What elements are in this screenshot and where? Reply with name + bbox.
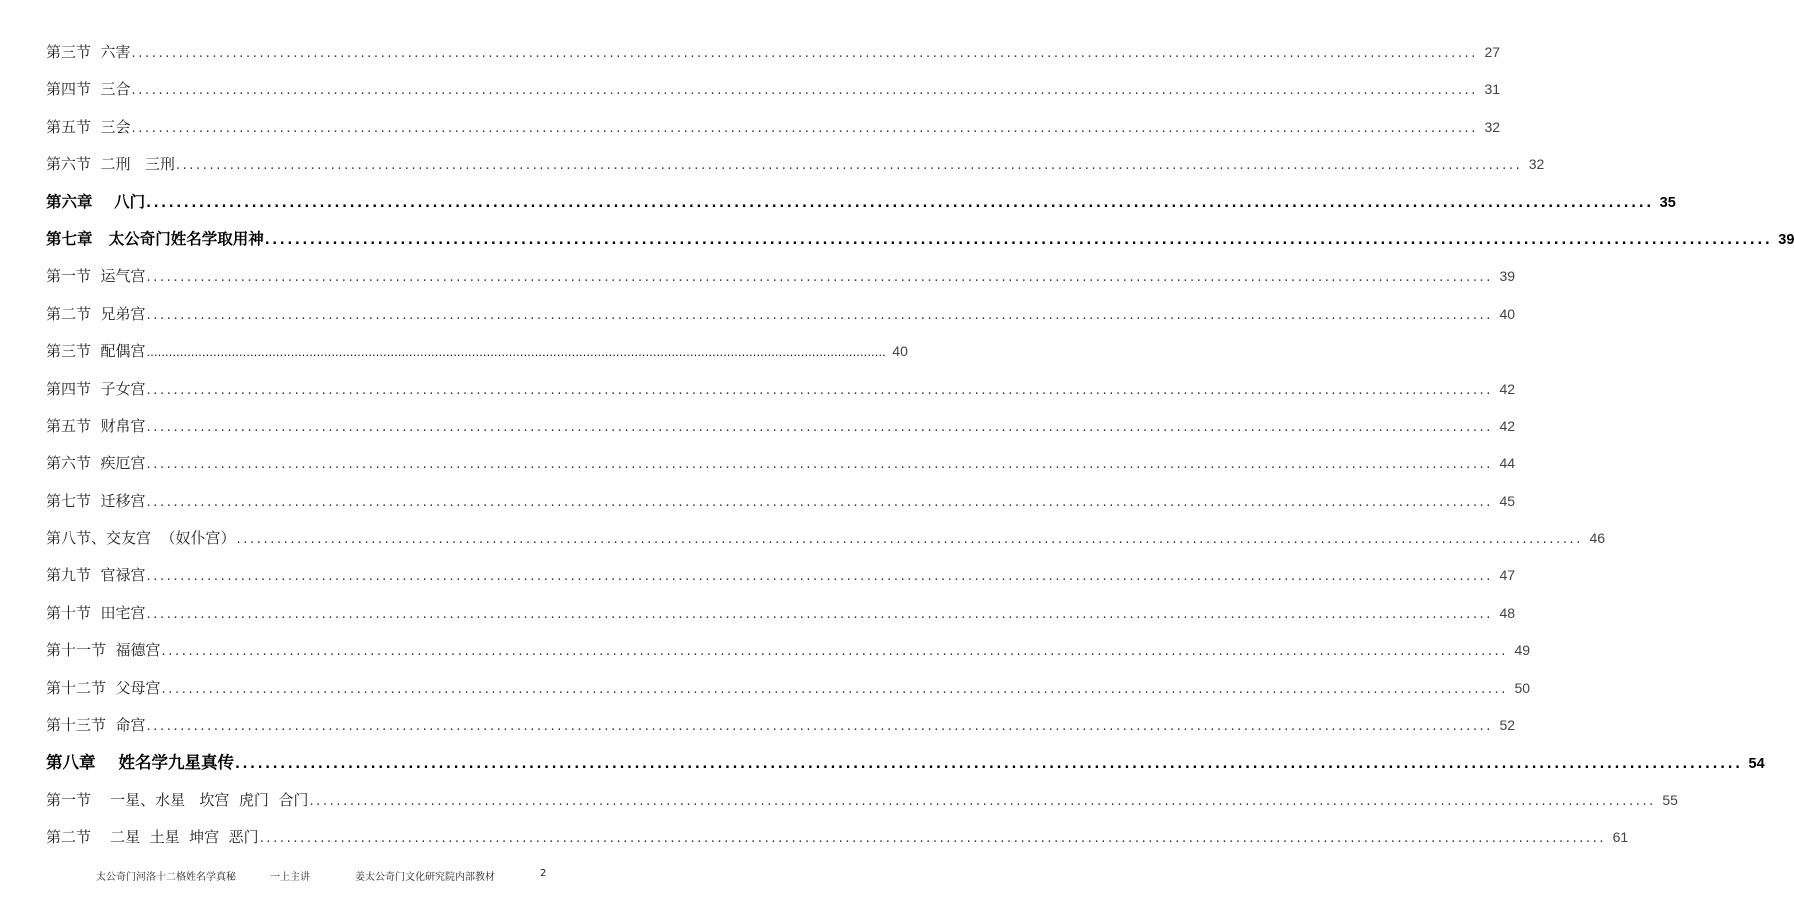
toc-entry-page: 31: [1484, 81, 1501, 98]
toc-entry-page: 54: [1748, 756, 1765, 773]
dot-leader: ........................................................................................................................................................................................................: [146, 346, 886, 360]
footer-lecturer: 一上主讲: [270, 872, 310, 883]
toc-section-entry: [46, 595, 1516, 632]
toc-entry-title: 第三节 六害: [46, 43, 131, 61]
dot-leader: ........................................................................................................................................................................................................: [175, 158, 1523, 174]
toc-entry-title: 第八章 姓名学九星真传: [46, 753, 234, 773]
toc-section-entry: [46, 520, 1606, 557]
dot-leader: ........................................................................................................................................................................................................: [146, 606, 1494, 622]
toc-section-entry: [46, 670, 1531, 707]
toc-entry-page: 32: [1528, 156, 1545, 173]
toc-section-entry: [46, 333, 908, 370]
toc-section-entry: [46, 632, 1531, 669]
toc-chapter-entry: [46, 221, 1794, 258]
toc-entry-page: 48: [1499, 604, 1516, 621]
dot-leader: ........................................................................................................................................................................................................: [161, 644, 1509, 660]
toc-entry-title: 第三节 配偶宫: [46, 342, 146, 361]
toc-chapter-entry: [46, 184, 1676, 221]
dot-leader: ........................................................................................................................................................................................................: [161, 681, 1509, 697]
toc-entry-page: 44: [1499, 455, 1516, 472]
toc-section-entry: [46, 782, 1678, 819]
toc-entry-page: 55: [1662, 791, 1678, 808]
toc-entry-page: 40: [1499, 305, 1516, 322]
toc-entry-title: 第二节 兄弟宫: [46, 304, 146, 323]
dot-leader: ........................................................................................................................................................................................................: [146, 719, 1494, 735]
toc-chapter-entry: [46, 744, 1765, 781]
toc-entry-title: 第六章 八门: [46, 192, 146, 211]
toc-entry-page: 40: [892, 343, 908, 360]
toc-entry-title: 第一节 运气宫: [46, 267, 146, 286]
toc-entry-title: 第十三节 命宫: [46, 716, 146, 735]
toc-entry-page: 42: [1499, 380, 1516, 397]
toc-entry-page: 39: [1499, 268, 1516, 285]
toc-entry-page: 39: [1778, 231, 1794, 248]
toc-section-entry: [46, 71, 1501, 108]
dot-leader: ........................................................................................................................................................................................................: [234, 757, 1743, 773]
dot-leader: ........................................................................................................................................................................................................: [146, 195, 1654, 211]
toc-entry-title: 第九节 官禄宫: [46, 566, 146, 585]
toc-section-entry: [46, 408, 1516, 445]
toc-section-entry: [46, 146, 1545, 183]
dot-leader: ........................................................................................................................................................................................................: [146, 307, 1494, 323]
page-footer: [0, 868, 596, 888]
dot-leader: ........................................................................................................................................................................................................: [146, 419, 1494, 435]
toc-entry-title: 第一节 一星、水星 坎宫 虎门 合门: [46, 790, 309, 809]
toc-entry-title: 第四节 子女宫: [46, 379, 146, 398]
footer-book-title: 太公奇门河洛十二格姓名学真秘: [96, 872, 236, 883]
toc-entry-title: 第六节 二刑 三刑: [46, 155, 175, 174]
toc-entry-title: 第六节 疾厄宫: [46, 454, 146, 473]
toc-section-entry: [46, 296, 1516, 333]
toc-entry-page: 47: [1499, 567, 1516, 584]
toc-section-entry: [46, 483, 1516, 520]
toc-entry-title: 第十一节 福德宫: [46, 641, 161, 660]
toc-entry-page: 32: [1484, 118, 1501, 135]
toc-entry-page: 27: [1484, 44, 1501, 60]
toc-section-entry: [46, 445, 1516, 482]
dot-leader: ........................................................................................................................................................................................................: [264, 232, 1773, 248]
toc-section-entry: [46, 371, 1516, 408]
toc-entry-title: 第五节 财帛官: [46, 416, 146, 435]
toc-entry-page: 42: [1499, 417, 1516, 434]
toc-entry-title: 第七章 太公奇门姓名学取用神: [46, 229, 264, 248]
dot-leader: ........................................................................................................................................................................................................: [131, 46, 1479, 61]
dot-leader: ........................................................................................................................................................................................................: [131, 120, 1479, 136]
toc-entry-title: 第二节 二星 土星 坤宫 恶门: [46, 828, 259, 847]
dot-leader: ........................................................................................................................................................................................................: [146, 270, 1494, 286]
dot-leader: ........................................................................................................................................................................................................: [146, 457, 1494, 473]
toc-entry-page: 35: [1659, 194, 1676, 211]
toc-entry-page: 49: [1514, 642, 1531, 659]
toc-section-entry: [46, 109, 1501, 146]
toc-section-entry: [46, 819, 1629, 856]
table-of-contents: [46, 34, 1794, 857]
dot-leader: ........................................................................................................................................................................................................: [131, 83, 1479, 99]
toc-entry-page: 45: [1499, 492, 1516, 509]
dot-leader: ........................................................................................................................................................................................................: [146, 569, 1494, 585]
toc-entry-title: 第七节 迁移宫: [46, 491, 146, 510]
dot-leader: ........................................................................................................................................................................................................: [146, 382, 1494, 398]
toc-entry-title: 第五节 三会: [46, 117, 131, 136]
footer-page-number: 2: [540, 868, 547, 879]
dot-leader: ........................................................................................................................................................................................................: [309, 793, 1656, 809]
footer-publisher: 姜太公奇门文化研究院内部教材: [355, 872, 495, 883]
toc-entry-title: 第十二节 父母宫: [46, 678, 161, 697]
dot-leader: ........................................................................................................................................................................................................: [236, 532, 1584, 548]
toc-entry-page: 52: [1499, 717, 1516, 734]
toc-entry-title: 第四节 三合: [46, 80, 131, 99]
toc-entry-page: 46: [1589, 530, 1606, 547]
toc-entry-page: 61: [1612, 829, 1629, 846]
toc-entry-page: 50: [1514, 679, 1531, 696]
toc-entry-title: 第八节、交友宫 （奴仆宫）: [46, 529, 236, 548]
toc-section-entry: [46, 34, 1501, 71]
toc-section-entry: [46, 707, 1516, 744]
dot-leader: ........................................................................................................................................................................................................: [259, 831, 1607, 847]
toc-section-entry: [46, 557, 1516, 594]
dot-leader: ........................................................................................................................................................................................................: [146, 494, 1494, 510]
toc-section-entry: [46, 258, 1516, 295]
toc-entry-title: 第十节 田宅宫: [46, 603, 146, 622]
